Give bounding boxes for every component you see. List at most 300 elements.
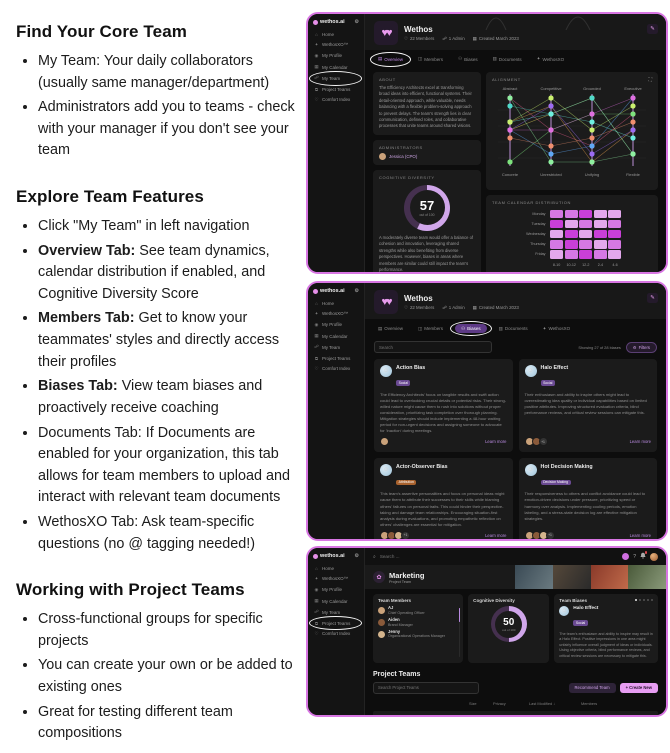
bullet-item — [38, 512, 304, 555]
tab-label: Members — [424, 56, 444, 62]
sidebar-item-label: Comfort Index — [322, 631, 351, 637]
team-biases-label: Team Biases — [559, 598, 588, 603]
avatar-stack — [581, 714, 647, 715]
logo-icon — [313, 289, 318, 294]
logo-icon — [313, 554, 318, 559]
about-card — [373, 72, 481, 135]
bias-card-footer — [380, 531, 507, 539]
heatmap-cell[interactable] — [565, 250, 578, 259]
main-panel — [365, 548, 666, 715]
sidebar-item-comfort-index[interactable] — [311, 363, 361, 374]
sidebar-item-wethosxo-[interactable] — [311, 573, 361, 584]
svg-text:Executive: Executive — [624, 85, 642, 91]
heatmap-cell[interactable] — [579, 210, 592, 219]
screenshot-project-teams — [306, 546, 668, 717]
comfort-icon: ♡ — [314, 630, 319, 636]
tab-icon: ⚇ — [458, 56, 463, 62]
sidebar-item-my-profile[interactable] — [311, 584, 361, 595]
calendar-heatmap — [492, 210, 652, 269]
svg-text:Concrete: Concrete — [501, 171, 519, 177]
about-label: ABOUT — [379, 76, 396, 82]
member-avatar — [378, 631, 385, 638]
comfort-icon: ♡ — [314, 96, 319, 102]
admin-avatar[interactable] — [379, 153, 386, 160]
team-title: Wethos — [404, 293, 433, 303]
bias-icon: ☺ — [380, 365, 392, 377]
sidebar-item-label: Project Teams — [322, 355, 351, 361]
logo-text: wethos.ai — [320, 288, 345, 294]
tab-label: WethosXO — [542, 56, 565, 62]
logo-text: wethos.ai — [320, 553, 345, 559]
user-icon: ◉ — [314, 586, 319, 592]
member-role: Brand Manager — [388, 622, 413, 627]
screenshot-team-overview — [306, 12, 668, 274]
heatmap-cell[interactable] — [608, 240, 621, 249]
svg-text:Competitive: Competitive — [540, 85, 562, 91]
bullet-text: See team dynamics, calendar distribution if enabled, and Cognitive Diversity Score — [38, 242, 270, 302]
avatar-stack — [380, 531, 410, 539]
bias-description: The Efficiency Architects' focus on tangible results and swift action could lead to overlooking crucial details or potential risks. Their strong-willed nature might cause them to rush into solutions without proper consideration, prioritizing task completion over thorough planning. Mitigation strategies should include implementing a 48-hour waiting period for non-urgent decisions and assigning someone to advocate for 'inaction' during meetings. — [380, 391, 507, 434]
bullet-text: You can create your own or be added to existing ones — [38, 657, 293, 696]
bias-card-footer — [380, 437, 507, 446]
bias-title-wrap — [541, 365, 569, 389]
heatmap-cell[interactable] — [594, 230, 607, 239]
pagination-dot[interactable] — [647, 599, 649, 601]
member-avatar — [378, 619, 385, 626]
edit-team-button[interactable]: ✎ — [647, 293, 658, 303]
calendar-icon: ▦ — [314, 333, 319, 339]
admins-icon: ☍ — [442, 304, 447, 310]
bullet-lead: Overview Tab: — [38, 242, 136, 259]
bias-card-header — [525, 464, 652, 488]
col-size[interactable]: Size — [469, 700, 477, 706]
heatmap-cell[interactable] — [565, 220, 578, 229]
bullet-item — [38, 241, 304, 306]
team-members-label: Team Members — [378, 598, 412, 603]
alignment-card — [486, 72, 658, 190]
team-avatar: ♥♥ — [374, 290, 398, 314]
pagination-dot[interactable] — [639, 599, 641, 601]
doc-section-0 — [16, 22, 304, 162]
bias-description: Their enthusiasm and ability to inspire others might lead to overestimating idea quality or individual capabilities based on limited positive attributes. Improving structured evaluation criteria, blind performance reviews, and critical review sessions can mitigate this. — [524, 391, 647, 416]
main-panel — [365, 283, 666, 539]
bullet-text: Great for testing different team compositions — [38, 703, 233, 742]
cognitive-diversity-card — [373, 170, 481, 272]
sidebar-item-label: WethosXO™ — [322, 576, 349, 582]
sidebar-item-my-calendar[interactable] — [311, 331, 361, 342]
admins-count: 1 Admin — [448, 305, 465, 310]
home-icon: ⌂ — [315, 300, 318, 306]
sidebar-item-my-profile[interactable] — [311, 319, 361, 330]
bias-title-wrap — [396, 365, 425, 389]
bias-card-footer — [525, 531, 652, 539]
calendar-icon: ▦ — [314, 64, 319, 70]
sidebar-item-project-teams[interactable] — [311, 353, 361, 363]
scrollbar[interactable] — [459, 608, 461, 657]
sidebar-item-home[interactable] — [311, 563, 361, 573]
admins-icon: ☍ — [442, 35, 447, 41]
pagination-dots[interactable] — [635, 599, 653, 601]
heatmap-cell[interactable] — [608, 250, 621, 259]
bias-text: The team's enthusiasm and ability to inspire may result in a Halo Effect. Positive impressions in one area might unfairly influence overall judgment of ideas or individuals. Using objective criteria, blind performance reviews, and critical review sessions are necessary to mitigate this. — [559, 631, 653, 658]
bullet-item — [38, 655, 304, 698]
heatmap-cell[interactable] — [608, 230, 621, 239]
tab-label: Documents — [504, 326, 528, 332]
cognitive-diversity-label: Cognitive Diversity — [473, 598, 515, 603]
calendar-card — [486, 195, 658, 272]
team-header — [365, 283, 666, 319]
bias-card-header — [525, 365, 652, 389]
sidebar-item-home[interactable] — [311, 298, 361, 308]
bias-card[interactable] — [519, 359, 658, 452]
recommend-team-button[interactable]: Recommend Team — [569, 683, 616, 693]
sidebar-items — [311, 29, 361, 105]
sidebar-item-comfort-index[interactable] — [311, 628, 361, 639]
sidebar-item-project-teams[interactable] — [311, 618, 361, 628]
bias-toolbar — [365, 337, 666, 357]
member-info — [388, 630, 445, 639]
heatmap-cell[interactable] — [579, 230, 592, 239]
search-icon: ⌕ — [373, 553, 376, 560]
doc-section-1 — [16, 187, 304, 555]
bullet-item — [38, 609, 304, 652]
team-meta — [404, 36, 519, 42]
tab-members[interactable] — [415, 55, 446, 64]
bullet-text: Cross-functional groups for specific projects — [38, 611, 263, 649]
team-icon: ☍ — [314, 609, 319, 615]
projects-icon: ⧉ — [314, 355, 319, 361]
sidebar-items — [311, 298, 361, 374]
team-banner — [365, 565, 666, 589]
project-teams-heading: Project Teams — [373, 671, 421, 679]
created-icon: ▦ — [472, 304, 477, 310]
main-panel — [365, 14, 666, 272]
team-title: Wethos — [404, 24, 433, 34]
learn-more-link[interactable]: Learn more — [629, 532, 651, 538]
gear-icon[interactable]: ⚙ — [354, 19, 359, 25]
heatmap-cell[interactable] — [579, 240, 592, 249]
bullet-text: Get to know your teammates' styles and directly access their profiles — [38, 310, 280, 370]
sidebar-item-label: WethosXO™ — [322, 311, 349, 317]
heatmap-cell[interactable] — [594, 220, 607, 229]
bullet-item — [38, 423, 304, 509]
heatmap-cell[interactable] — [550, 220, 563, 229]
tab-label: WethosXO — [548, 326, 571, 332]
members-icon: ♡ — [404, 304, 408, 310]
calendar-label: TEAM CALENDAR DISTRIBUTION — [492, 199, 571, 205]
bias-badge: Social — [541, 380, 555, 386]
app-logo — [311, 287, 361, 298]
team-member-row[interactable] — [378, 606, 458, 615]
team-icon: ☍ — [314, 344, 319, 350]
sidebar-items — [311, 563, 361, 639]
tab-overview[interactable] — [375, 324, 406, 333]
projects-icon: ⧉ — [314, 620, 319, 626]
sidebar-item-project-teams[interactable] — [311, 84, 361, 94]
heatmap-cell[interactable] — [579, 250, 592, 259]
heatmap-cell[interactable] — [550, 210, 563, 219]
tab-label: Overview — [384, 326, 404, 332]
tab-icon: ▤ — [378, 56, 383, 62]
project-team-avatar: ✿ — [373, 571, 385, 583]
tab-icon: ▥ — [492, 56, 497, 62]
tab-label: Members — [424, 326, 444, 332]
pagination-dot[interactable] — [643, 599, 645, 601]
status-avatar[interactable] — [622, 553, 629, 560]
tab-members[interactable] — [415, 324, 446, 333]
team-member-row[interactable] — [378, 630, 458, 639]
bullet-text: WethosXO Tab: Ask team-specific questions (no @ tagging needed!) — [38, 513, 256, 552]
tab-wethosxo[interactable] — [534, 55, 567, 64]
bullet-lead: Biases Tab: — [38, 378, 118, 395]
member-role: Organizational Operations Manager — [388, 634, 445, 639]
gear-icon[interactable]: ⚙ — [354, 288, 359, 294]
administrators-card — [373, 140, 481, 165]
sidebar-item-label: Home — [322, 300, 335, 306]
app-logo — [311, 18, 361, 29]
sidebar-item-label: My Profile — [322, 322, 343, 328]
bullet-item — [38, 702, 304, 745]
diversity-score: 57 — [419, 198, 435, 214]
team-members-list — [378, 606, 458, 638]
heatmap-cell[interactable] — [594, 210, 607, 219]
sidebar-item-label: My Calendar — [322, 333, 348, 339]
team-meta — [404, 305, 519, 311]
expand-icon[interactable]: ⛶ — [648, 76, 652, 83]
tab-biases[interactable] — [455, 324, 487, 333]
edit-team-button[interactable]: ✎ — [647, 24, 658, 34]
team-biases-card — [554, 594, 658, 663]
tab-bar — [365, 319, 666, 337]
tab-overview[interactable] — [375, 55, 406, 64]
table-header-row — [373, 698, 658, 709]
sparkle-icon: ✦ — [314, 575, 319, 581]
filters-icon: ⚙ — [632, 344, 637, 350]
avatar[interactable] — [588, 714, 597, 715]
filters-button[interactable] — [626, 342, 657, 353]
sidebar-item-comfort-index[interactable] — [311, 94, 361, 105]
pagination-dot[interactable] — [635, 599, 637, 601]
app-logo — [311, 552, 361, 563]
members-count: 22 Members — [409, 305, 435, 310]
sidebar-item-home[interactable] — [311, 29, 361, 39]
diversity-score-sub: out of 100 — [419, 213, 435, 218]
heatmap-cell[interactable] — [565, 240, 578, 249]
top-bar — [365, 548, 666, 565]
col-privacy[interactable]: Privacy — [493, 700, 506, 706]
project-teams-section — [365, 668, 666, 715]
banner-decoration — [466, 14, 626, 30]
bullet-item — [38, 97, 304, 162]
bias-icon: ☺ — [561, 608, 568, 614]
member-name: AJ — [388, 605, 394, 611]
col-members[interactable]: Members — [581, 700, 598, 706]
alignment-chart[interactable] — [492, 82, 652, 180]
gear-icon[interactable]: ⚙ — [354, 553, 359, 559]
bias-cards-grid — [365, 357, 666, 539]
logo-text: wethos.ai — [320, 19, 345, 25]
app-sidebar — [308, 548, 365, 715]
heatmap-row-label: Friday — [535, 252, 546, 257]
team-member-row[interactable] — [378, 618, 458, 627]
heatmap-col-label: 2-4 — [597, 262, 604, 267]
heatmap-cell[interactable] — [594, 250, 607, 259]
bias-search-input[interactable] — [374, 341, 492, 353]
heatmap-cell[interactable] — [550, 250, 563, 259]
sidebar-item-wethosxo-[interactable] — [311, 308, 361, 319]
section-heading: Explore Team Features — [16, 187, 204, 207]
member-name: Jenny — [388, 628, 401, 634]
user-icon: ◉ — [314, 321, 319, 327]
bias-card-header — [380, 464, 507, 488]
bullet-lead: Members Tab: — [38, 310, 135, 327]
admins-count: 1 Admin — [448, 36, 465, 41]
team-members-card — [373, 594, 463, 663]
member-name: Aiden — [388, 616, 400, 622]
diversity-score: 50 — [503, 616, 515, 628]
diversity-ring — [491, 606, 527, 642]
bias-icon: ☺ — [380, 464, 392, 476]
alignment-label: ALIGNMENT — [492, 76, 521, 82]
heatmap-col-label: 10-12 — [566, 262, 576, 267]
sidebar-item-label: My Team — [322, 344, 341, 350]
project-teams-table — [373, 698, 658, 715]
bullet-item — [38, 376, 304, 419]
table-row[interactable] — [373, 711, 658, 715]
section-bullets — [16, 609, 304, 745]
tab-biases[interactable] — [455, 55, 481, 64]
avatar-stack — [525, 531, 555, 539]
section-bullets — [16, 216, 304, 555]
heatmap-cell[interactable] — [608, 220, 621, 229]
bias-title: Actor-Observer Bias — [396, 464, 448, 471]
diversity-score-sub: out of 100 — [502, 627, 516, 632]
col-last-modified-[interactable]: Last Modified ↓ — [529, 700, 556, 706]
banner-photos — [515, 565, 666, 589]
global-search[interactable]: Search ... — [379, 554, 400, 559]
sidebar-item-label: My Profile — [322, 587, 343, 593]
bias-description: Their responsiveness to others and conflict avoidance could lead to emotion-driven decisions under pressure, prioritizing speed or harmony over analysis. Implementing cooling periods, emotion labeling, and a stress-state decision log are effective mitigation strategies. — [524, 491, 646, 521]
heatmap-col-label: 8-10 — [552, 262, 561, 267]
sidebar-item-my-team[interactable] — [311, 607, 361, 618]
bias-card[interactable] — [519, 458, 658, 539]
bell-icon[interactable] — [640, 552, 646, 561]
about-text: The Efficiency Architects excel at transforming broad ideas into efficient, functional systems. Their detail-oriented approach, while valuable, needs balancing with a flexible problem-solving approach to prevent delays. The team's strength lies in clear communication, defined roles, and collaborative processes that unite teams around shared visions. — [379, 84, 472, 129]
bullet-item — [38, 216, 304, 238]
administrators-label: ADMINISTRATORS — [379, 144, 423, 150]
logo-icon — [313, 20, 318, 25]
comfort-icon: ♡ — [314, 365, 319, 371]
section-heading: Find Your Core Team — [16, 22, 187, 41]
heatmap-row-label: Wednesday — [526, 232, 546, 237]
sparkle-icon: ✦ — [314, 41, 319, 47]
bullet-text: Documents Tab: If Documents are enabled for your organization, this tab allows for team members to upload and interact with relevant team documents — [38, 424, 290, 506]
member-info — [388, 618, 413, 627]
bias-title: Action Bias — [396, 364, 426, 371]
project-team-subtitle: Project Team — [389, 579, 412, 584]
heatmap-cell[interactable] — [550, 240, 563, 249]
sidebar-item-my-profile[interactable] — [311, 50, 361, 61]
heatmap-cell[interactable] — [608, 210, 621, 219]
sidebar-item-my-calendar[interactable] — [311, 62, 361, 73]
admin-name[interactable]: Jessica (CPO) — [389, 153, 418, 159]
project-teams-search-input[interactable] — [373, 682, 479, 693]
member-info — [388, 606, 425, 615]
bias-badge: Decision Making — [541, 480, 571, 486]
created-date: Created March 2023 — [478, 305, 519, 310]
bias-description: This team's assertive personalities and focus on personal ideas might cause them to attribute their successes to their skills while blaming others' failures on personal traits. This could hinder their perspective-taking and damage team relationships. Encouraging situation-first analysis during evaluations, and promoting empathetic reflection on others' challenges are essential for mitigation. — [380, 491, 505, 527]
learn-more-link[interactable]: Learn more — [485, 532, 507, 538]
heatmap-row-label: Thursday — [530, 242, 546, 247]
member-avatar — [378, 607, 385, 614]
heatmap-cell[interactable] — [565, 210, 578, 219]
sidebar-item-label: Comfort Index — [322, 366, 351, 372]
sidebar-item-label: Home — [322, 31, 335, 37]
cognitive-diversity-card — [468, 594, 549, 663]
heatmap-col-label: 4-6 — [612, 262, 618, 267]
tab-icon: ◫ — [418, 56, 423, 62]
user-icon: ◉ — [314, 52, 319, 58]
projects-icon: ⧉ — [314, 86, 319, 92]
svg-text:Unrestricted: Unrestricted — [540, 171, 562, 177]
bias-card[interactable] — [374, 458, 513, 539]
user-avatar[interactable] — [650, 553, 658, 561]
sidebar-item-label: WethosXO™ — [322, 42, 349, 48]
showing-count: Showing 27 of 28 biases — [578, 344, 621, 350]
pagination-dot[interactable] — [651, 599, 653, 601]
tab-icon: ✦ — [542, 325, 547, 331]
heatmap-cell[interactable] — [579, 220, 592, 229]
bias-card-header — [380, 365, 507, 389]
sidebar-item-my-team[interactable] — [311, 73, 361, 84]
sidebar-item-wethosxo-[interactable] — [311, 39, 361, 50]
tab-documents[interactable] — [490, 55, 525, 64]
sidebar-item-my-calendar[interactable] — [311, 596, 361, 607]
diversity-description: A moderately diverse team would offer a balance of cohesion and innovation, leveraging shared strengths while also benefiting from diverse perspectives. However, biases in areas where members are similar could still impact the team's performance. — [379, 234, 474, 272]
bias-title[interactable]: Halo Effect — [573, 606, 599, 611]
sidebar-item-label: My Calendar — [322, 598, 348, 604]
bias-title-wrap — [541, 464, 593, 488]
heatmap-cell[interactable] — [565, 230, 578, 239]
sidebar-item-label: Project Teams — [322, 620, 351, 626]
help-icon[interactable]: ? — [633, 553, 636, 560]
heatmap-row-label: Monday — [532, 212, 546, 217]
heatmap-cell[interactable] — [594, 240, 607, 249]
tab-icon: ⚇ — [461, 325, 466, 331]
bias-card-footer — [525, 437, 652, 446]
tab-wethosxo[interactable] — [540, 324, 573, 333]
tab-label: Overview — [384, 56, 404, 62]
bias-icon: ☺ — [525, 464, 537, 476]
sidebar-item-label: Comfort Index — [322, 97, 351, 103]
section-heading: Working with Project Teams — [16, 580, 245, 600]
bullet-text: View team biases and proactively receive coaching — [38, 378, 263, 416]
create-new-button[interactable]: + Create New — [620, 683, 658, 693]
learn-more-link[interactable]: Learn more — [629, 439, 651, 445]
tab-documents[interactable] — [496, 324, 531, 333]
sidebar-item-my-team[interactable] — [311, 342, 361, 353]
heatmap-cell[interactable] — [550, 230, 563, 239]
bias-card[interactable] — [374, 359, 513, 452]
bullet-text: Administrators add you to teams - check with your manager if you don't see your team — [38, 99, 295, 159]
bullet-item — [38, 51, 304, 94]
avatar[interactable] — [380, 437, 389, 446]
member-role: Chief Operating Officer — [388, 610, 425, 615]
tab-icon: ▤ — [378, 325, 383, 331]
learn-more-link[interactable]: Learn more — [485, 439, 507, 445]
svg-text:Abstract: Abstract — [502, 85, 518, 91]
tab-icon: ▥ — [498, 325, 503, 331]
